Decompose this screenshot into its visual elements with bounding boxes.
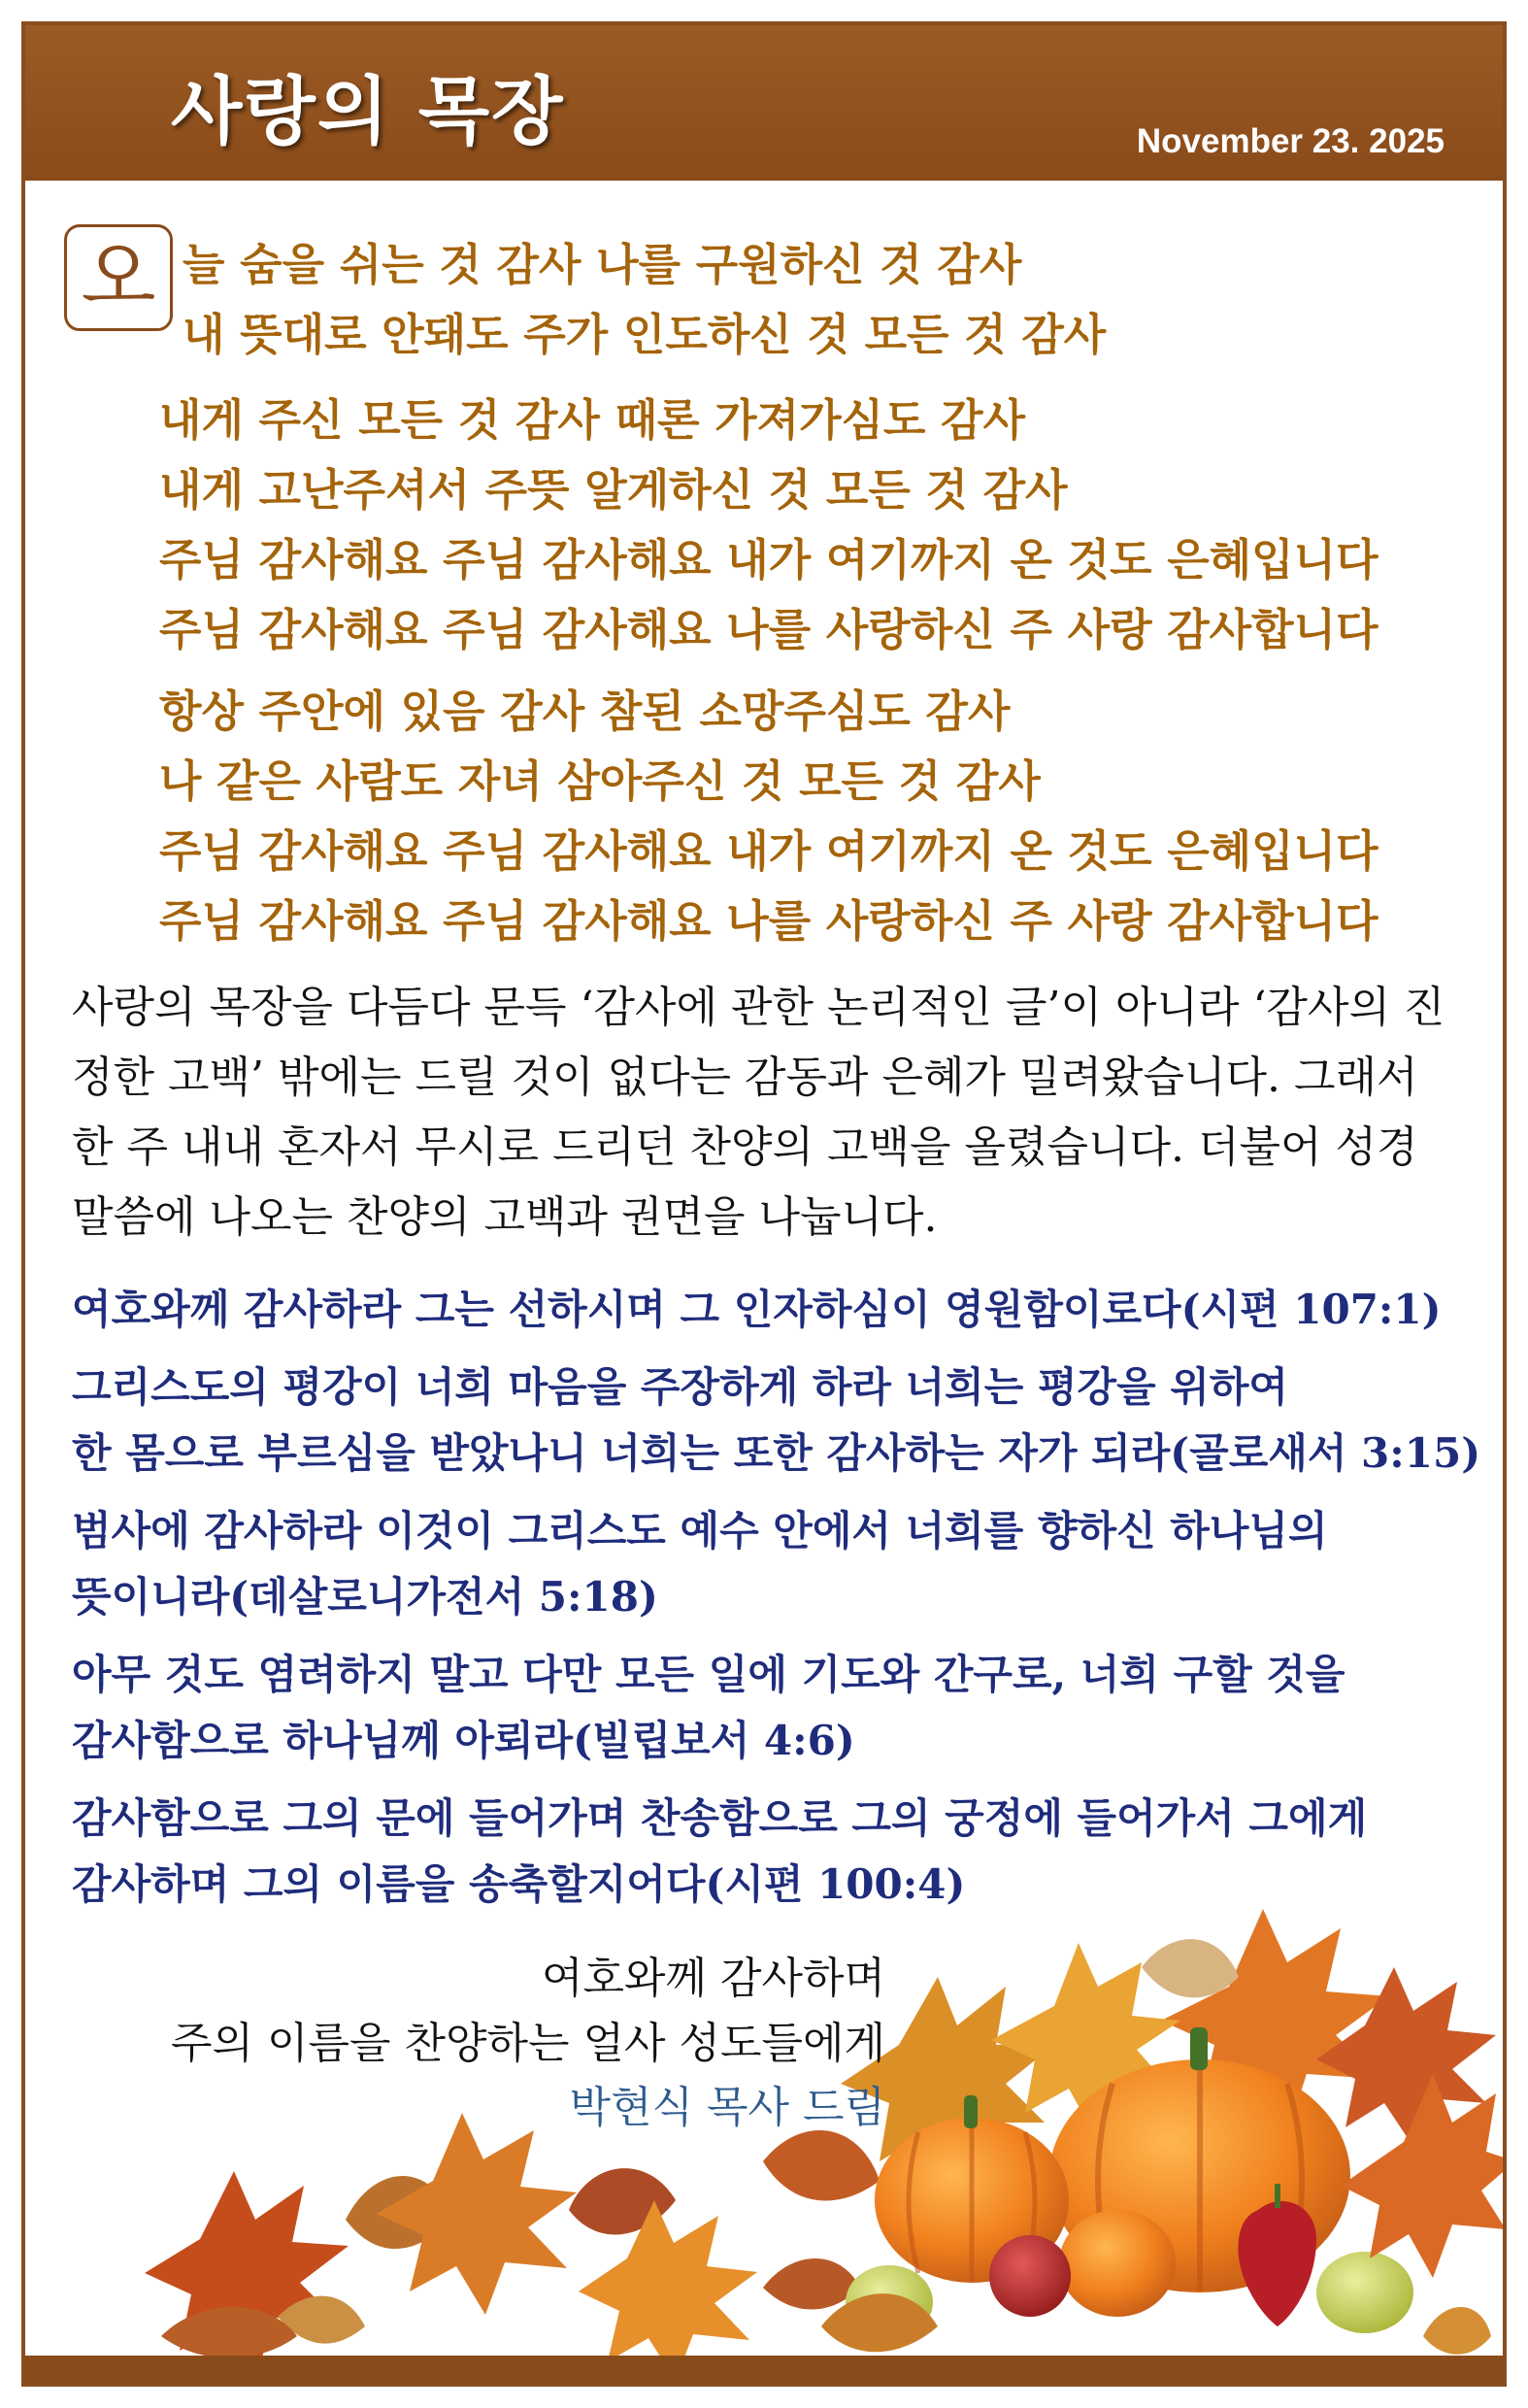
hymn-line: 늘 숨을 쉬는 것 감사 나를 구원하신 것 감사 xyxy=(183,239,1022,290)
page-title: 사랑의 목장 xyxy=(171,68,565,154)
hymn-line: 주님 감사해요 주님 감사해요 내가 여기까지 온 것도 은혜입니다 xyxy=(159,534,1379,585)
issue-date: November 23. 2025 xyxy=(1136,122,1445,160)
verse-line: 감사함으로 하나님께 아뢰라(빌립보서 4:6) xyxy=(72,1717,855,1764)
verse-line: 여호와께 감사하라 그는 선하시며 그 인자하심이 영원함이로다(시편 107:1) xyxy=(72,1286,1442,1333)
hymn-line: 항상 주안에 있음 감사 참된 소망주심도 감사 xyxy=(159,686,1011,737)
hymn-line: 주님 감사해요 주님 감사해요 나를 사랑하신 주 사랑 감사합니다 xyxy=(159,604,1379,655)
hymn-line: 내 뜻대로 안돼도 주가 인도하신 것 모든 것 감사 xyxy=(183,309,1107,360)
paragraph-line: 사랑의 목장을 다듬다 문득 ‘감사에 관한 논리적인 글’이 아니라 ‘감사의 진 xyxy=(72,983,1445,1032)
verse-line: 감사하며 그의 이름을 송축할지어다(시편 100:4) xyxy=(72,1860,966,1908)
paragraph-line: 정한 고백’ 밖에는 드릴 것이 없다는 감동과 은혜가 밀려왔습니다. 그래서 xyxy=(72,1053,1418,1102)
hymn-line: 나 같은 사람도 자녀 삼아주신 것 모든 것 감사 xyxy=(159,755,1041,807)
signature: 박현식 목사 드림 xyxy=(569,2083,885,2132)
hymn-line: 내게 고난주셔서 주뜻 알게하신 것 모든 것 감사 xyxy=(159,464,1068,516)
paragraph-line: 한 주 내내 혼자서 무시로 드리던 찬양의 고백을 올렸습니다. 더불어 성경 xyxy=(72,1122,1418,1172)
verse-line: 한 몸으로 부르심을 받았나니 너희는 또한 감사하는 자가 되라(골로새서 3:15) xyxy=(72,1429,1481,1477)
footer-bar xyxy=(25,2356,1503,2383)
verse-line: 범사에 감사하라 이것이 그리스도 예수 안에서 너희를 향하신 하나님의 xyxy=(72,1507,1328,1555)
hymn-line: 주님 감사해요 주님 감사해요 내가 여기까지 온 것도 은혜입니다 xyxy=(159,825,1379,877)
verse-line: 그리스도의 평강이 너희 마음을 주장하게 하라 너희는 평강을 위하여 xyxy=(72,1363,1288,1411)
paragraph-line: 말씀에 나오는 찬양의 고백과 권면을 나눕니다. xyxy=(72,1192,938,1242)
hymn-line: 주님 감사해요 주님 감사해요 나를 사랑하신 주 사랑 감사합니다 xyxy=(159,895,1379,947)
verse-line: 감사함으로 그의 문에 들어가며 찬송함으로 그의 궁정에 들어가서 그에게 xyxy=(72,1794,1368,1842)
page-frame xyxy=(21,21,1507,2387)
hymn-line: 내게 주신 모든 것 감사 때론 가져가심도 감사 xyxy=(159,394,1026,446)
closing-line: 여호와께 감사하며 xyxy=(541,1954,885,2003)
drop-cap: 오 xyxy=(64,224,173,331)
verse-line: 아무 것도 염려하지 말고 다만 모든 일에 기도와 간구로, 너희 구할 것을 xyxy=(72,1651,1345,1698)
closing-line: 주의 이름을 찬양하는 얼사 성도들에게 xyxy=(170,2019,885,2068)
verse-line: 뜻이니라(데살로니가전서 5:18) xyxy=(72,1573,658,1621)
